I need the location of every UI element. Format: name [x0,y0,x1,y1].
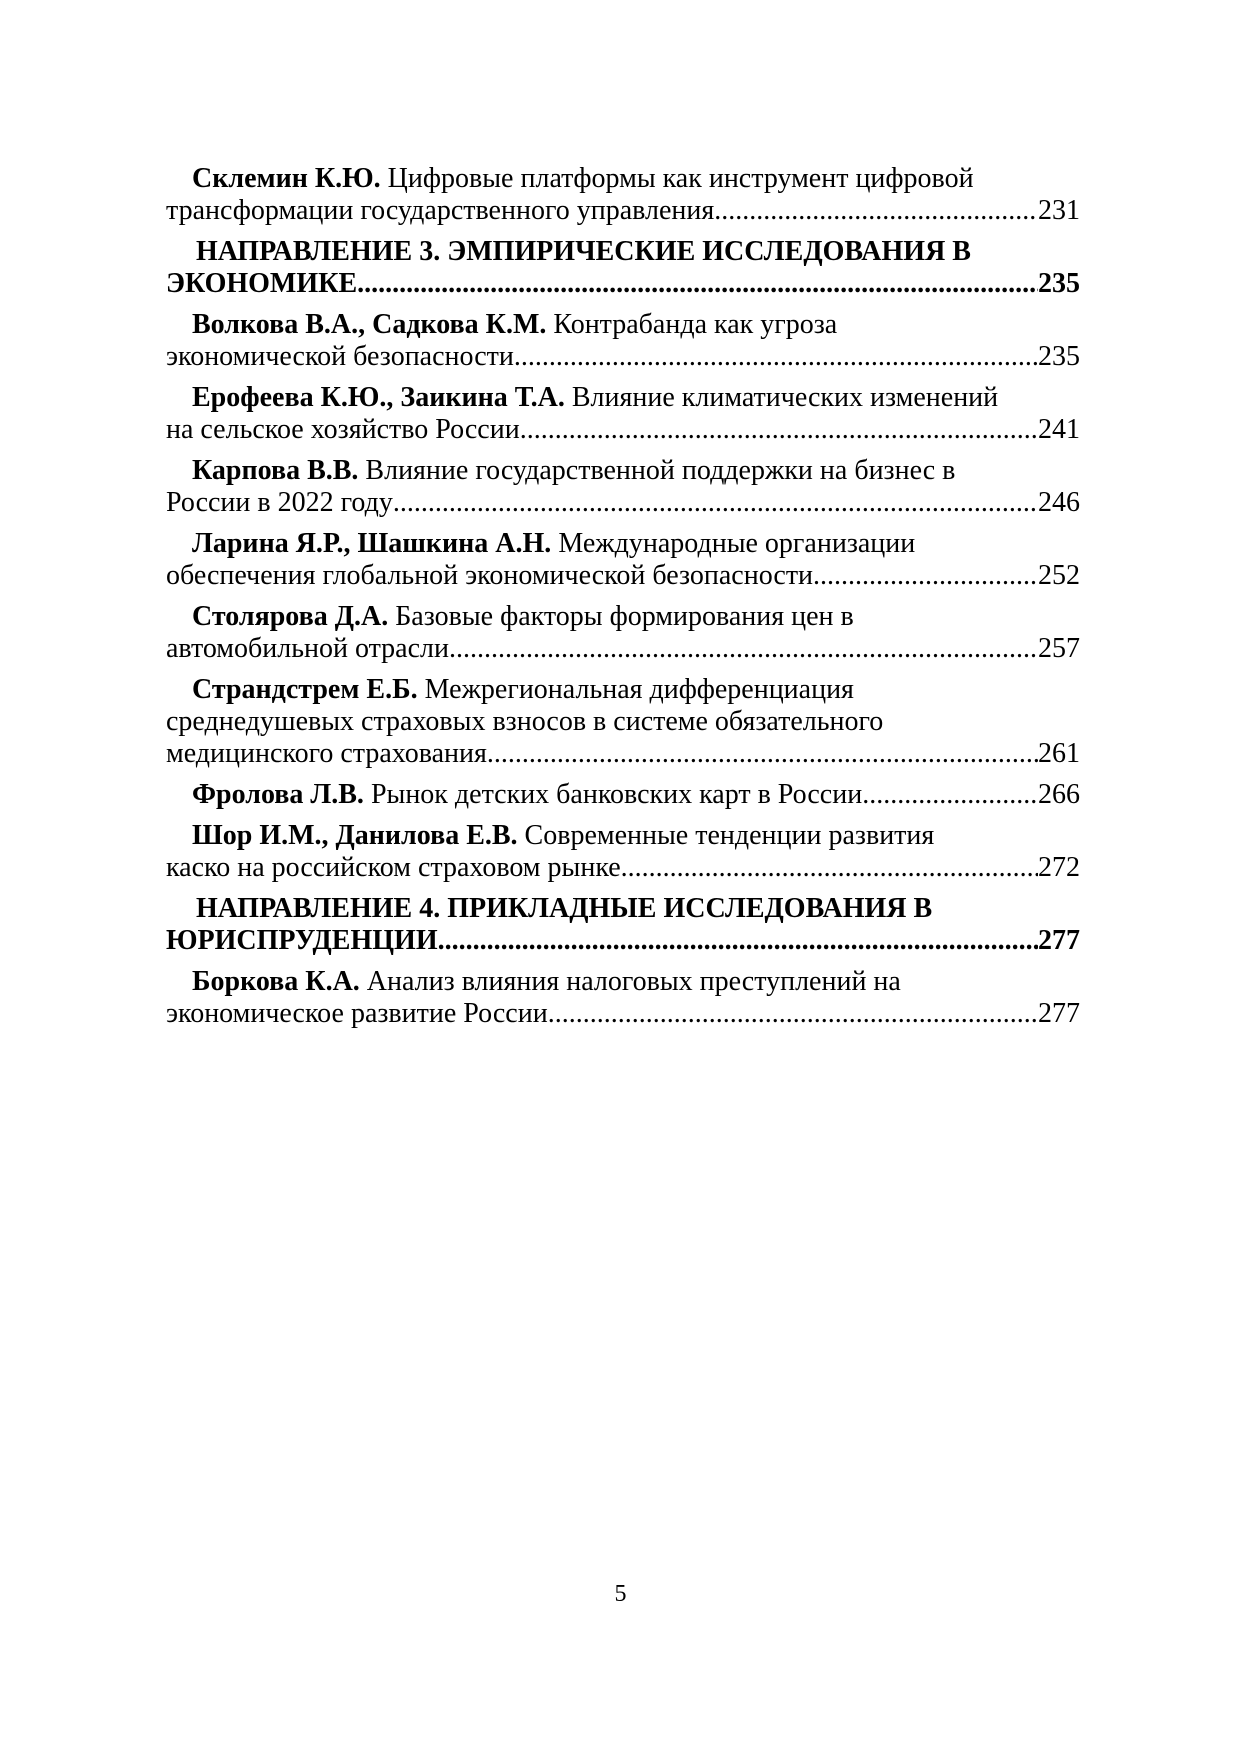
toc-entry-page: 261 [1038,738,1080,769]
toc-entry-last-line [166,633,1080,665]
toc-entry-first-line [166,163,1080,195]
toc-section-title-end: ЭКОНОМИКЕ [166,268,358,299]
toc-entry [166,528,1080,592]
toc-entry-page: 272 [1038,852,1080,883]
dot-leader [520,414,1038,446]
dot-leader [621,852,1038,884]
toc-entry-first-line [166,674,1080,706]
dot-leader [393,487,1038,519]
toc-entry-title: Цифровые платформы как инструмент цифровой [387,163,974,194]
toc-entry-title: Контрабанда как угроза [553,309,838,340]
toc-entry-middle-line [166,706,1080,738]
toc-entry-title-end: обеспечения глобальной экономической безопасности [166,560,814,591]
dot-leader [862,779,1038,811]
toc-entry-last-line [166,195,1080,227]
toc-entry-authors: Волкова В.А., Садкова К.М. [192,309,547,340]
toc-entry-title-end: России в 2022 году [166,487,393,518]
table-of-contents [166,163,1080,1039]
toc-entry [166,601,1080,665]
toc-entry-authors: Страндстрем Е.Б. [192,674,418,705]
toc-section-last-line [166,268,1080,300]
toc-entry-first-line [166,966,1080,998]
toc-entry-last-line [166,738,1080,770]
toc-entry-page: 252 [1038,560,1080,591]
toc-entry-authors: Боркова К.А. [192,966,360,997]
toc-entry [166,382,1080,446]
toc-entry-first-line [166,528,1080,560]
toc-entry-page: 277 [1038,998,1080,1029]
toc-entry-page: 246 [1038,487,1080,518]
toc-section-first-line [166,893,1080,925]
toc-entry-title-continued: среднедушевых страховых взносов в системе обязательного [166,706,884,737]
toc-entry-title: Межрегиональная дифференциация [424,674,854,705]
toc-entry-title-end: медицинского страхования [166,738,487,769]
toc-entry-authors: Шор И.М., Данилова Е.В. [192,820,518,851]
toc-section-heading [166,236,1080,300]
toc-entry-title-end: экономической безопасности [166,341,514,372]
toc-entry-page: 257 [1038,633,1080,664]
toc-entry-last-line [166,852,1080,884]
toc-entry-first-line [166,309,1080,341]
toc-section-title-end: ЮРИСПРУДЕНЦИИ [166,925,438,956]
toc-entry-first-line [166,820,1080,852]
toc-entry-first-line [166,455,1080,487]
dot-leader [487,738,1038,770]
dot-leader [514,341,1038,373]
toc-entry [166,309,1080,373]
toc-section-last-line [166,925,1080,957]
toc-entry-title: Влияние государственной поддержки на бизнес в [365,455,956,486]
toc-entry-last-line [166,560,1080,592]
toc-section-page: 235 [1038,268,1080,299]
toc-entry-page: 231 [1038,195,1080,226]
dot-leader [357,268,1038,300]
toc-entry-last-line [166,487,1080,519]
toc-entry-page: 235 [1038,341,1080,372]
toc-section-first-line [166,236,1080,268]
toc-entry-first-line [166,382,1080,414]
toc-entry-title: Базовые факторы формирования цен в [395,601,854,632]
toc-entry-first-line [166,601,1080,633]
toc-entry-title: Международные организации [558,528,916,559]
toc-entry-title-end: автомобильной отрасли [166,633,449,664]
toc-entry [166,779,1080,811]
toc-entry [166,966,1080,1030]
toc-entry-title-end: трансформации государственного управления [166,195,715,226]
toc-entry-page: 266 [1038,779,1080,810]
dot-leader [548,998,1038,1030]
toc-entry-authors: Карпова В.В. [192,455,359,486]
toc-entry-title-end: экономическое развитие России [166,998,548,1029]
toc-entry-authors: Фролова Л.В. [192,779,364,810]
toc-entry-title: Современные тенденции развития [524,820,935,851]
toc-entry-authors: Ларина Я.Р., Шашкина А.Н. [192,528,552,559]
dot-leader [449,633,1038,665]
toc-entry [166,455,1080,519]
dot-leader [813,560,1038,592]
toc-entry-authors: Столярова Д.А. [192,601,389,632]
toc-entry-title: Влияние климатических изменений [571,382,999,413]
page-number: 5 [614,1581,627,1607]
toc-entry-single-line [166,779,1080,811]
toc-entry-title-end: на сельское хозяйство России [166,414,520,445]
toc-entry-authors: Ерофеева К.Ю., Заикина Т.А. [192,382,565,413]
toc-section-title: НАПРАВЛЕНИЕ 3. ЭМПИРИЧЕСКИЕ ИССЛЕДОВАНИЯ В [196,236,971,267]
toc-section-title: НАПРАВЛЕНИЕ 4. ПРИКЛАДНЫЕ ИССЛЕДОВАНИЯ В [196,893,933,924]
toc-entry-title: Рынок детских банковских карт в России [370,779,863,810]
toc-entry [166,163,1080,227]
toc-entry-last-line [166,998,1080,1030]
dot-leader [438,925,1038,957]
toc-entry-page: 241 [1038,414,1080,445]
toc-entry-authors: Склемин К.Ю. [192,163,381,194]
toc-entry-title: Анализ влияния налоговых преступлений на [366,966,901,997]
toc-entry-title-end: каско на российском страховом рынке [166,852,621,883]
toc-entry-last-line [166,341,1080,373]
toc-section-page: 277 [1038,925,1080,956]
dot-leader [714,195,1038,227]
toc-section-heading [166,893,1080,957]
toc-entry [166,820,1080,884]
toc-entry-last-line [166,414,1080,446]
toc-entry [166,674,1080,770]
